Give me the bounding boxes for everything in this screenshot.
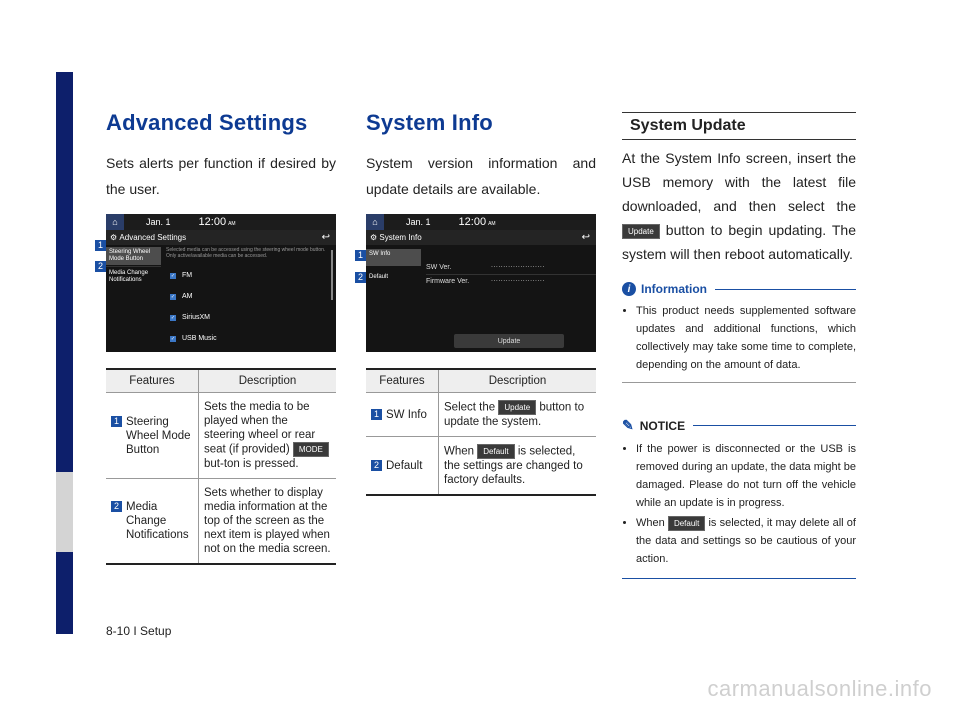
column-header: Description — [199, 369, 337, 393]
divider — [622, 382, 856, 383]
side-tab-bar — [56, 72, 73, 472]
number-marker: 1 — [111, 416, 122, 427]
screen-description: Selected media can be accessed using the steering wheel mode button. Only active/available media can be accessed. — [166, 247, 326, 259]
description-cell: Sets the media to be played when the steering wheel or rear seat (if provided) MODE but-ton is pressed. — [199, 393, 337, 479]
notice-header — [622, 417, 856, 434]
system-update-section — [622, 112, 856, 579]
watermark: carmanualsonline.info — [707, 676, 932, 701]
section-intro: Sets alerts per function if desired by the user. — [106, 155, 336, 197]
list-item: • If the power is disconnected or the USB is removed during an update, the data might be damaged. Please do not turn off the vehicle while an update is in progress. — [636, 440, 856, 512]
status-bar — [366, 214, 596, 230]
description-cell: Select the Update button to update the system. — [439, 393, 597, 437]
notice-list — [622, 440, 856, 568]
status-bar — [106, 214, 336, 230]
side-tab-bar-bottom — [56, 552, 73, 634]
section-intro: System version information and update details are available. — [366, 155, 596, 197]
callout-marker-2: 2 — [95, 261, 106, 272]
feature-cell: 1 SW Info — [366, 393, 439, 437]
advanced-settings-section — [97, 110, 336, 565]
default-button-chip: Default — [668, 516, 705, 531]
menu-item-default: Default — [369, 274, 389, 280]
number-marker: 2 — [371, 460, 382, 471]
back-icon: ↩ — [321, 232, 330, 243]
description-cell: Sets whether to display media information at the top of the screen as the next item is played when not on the media screen. — [199, 479, 337, 565]
screen-title: System Info — [379, 233, 422, 242]
checkbox-icon: ✓ — [170, 293, 176, 300]
section-title: Advanced Settings — [106, 110, 308, 135]
advanced-features-table — [106, 368, 336, 565]
screen-title: Advanced Settings — [119, 233, 187, 242]
option-siriusxm: ✓ SiriusXM — [170, 314, 211, 321]
information-list — [622, 302, 856, 374]
scrollbar — [331, 250, 333, 300]
section-title: System Info — [366, 110, 493, 135]
callout-marker-2: 2 — [355, 272, 366, 283]
divider — [622, 578, 856, 579]
status-time: 12:00 AM — [458, 216, 496, 228]
advanced-settings-screenshot — [106, 214, 336, 352]
table-row — [106, 479, 336, 565]
description-cell: When Default is selected, the settings are changed to factory defaults. — [439, 437, 597, 496]
system-info-screenshot — [366, 214, 596, 352]
menu-item-media-change: Media Change Notifications — [109, 270, 149, 283]
divider — [693, 425, 856, 426]
option-fm: ✓ FM — [170, 272, 193, 279]
screen-titlebar — [366, 230, 596, 245]
system-info-section — [357, 110, 596, 496]
option-usb-music: ✓ USB Music — [170, 335, 217, 342]
menu-item-steering: Steering Wheel Mode Button — [106, 247, 161, 265]
checkbox-icon: ✓ — [170, 335, 176, 342]
divider — [715, 289, 856, 290]
callout-marker-1: 1 — [95, 240, 106, 251]
info-icon: i — [622, 282, 636, 296]
callout-marker-1: 1 — [355, 250, 366, 261]
firmware-version-value: ...................... — [491, 276, 545, 283]
feature-cell: 1 Steering Wheel Mode Button — [106, 393, 199, 479]
page-number: 8-10 I Setup — [106, 624, 172, 638]
mode-button-chip: MODE — [293, 442, 329, 457]
option-am: ✓ AM — [170, 293, 193, 300]
back-icon: ↩ — [581, 232, 590, 243]
list-item: • When Default is selected, it may delete all of the data and settings so be cautious of your action. — [636, 514, 856, 568]
notice-label: NOTICE — [639, 418, 686, 433]
column-header: Features — [106, 369, 199, 393]
number-marker: 2 — [111, 501, 122, 512]
update-button-chip: Update — [622, 224, 660, 239]
information-header — [622, 282, 856, 296]
side-tab-grey — [56, 472, 73, 552]
gear-icon: ⚙ — [370, 233, 380, 242]
status-date: Jan. 1 — [146, 217, 171, 227]
screen-titlebar — [106, 230, 336, 245]
table-row — [106, 393, 336, 479]
gear-icon: ⚙ — [110, 233, 120, 242]
checkbox-icon: ✓ — [170, 272, 176, 279]
firmware-version-label: Firmware Ver. — [426, 278, 470, 285]
status-date: Jan. 1 — [406, 217, 431, 227]
information-label: Information — [641, 282, 707, 296]
home-icon: ⌂ — [366, 214, 384, 230]
divider — [106, 266, 161, 267]
status-time: 12:00 AM — [198, 216, 236, 228]
column-header: Features — [366, 369, 439, 393]
feature-cell: 2 Media Change Notifications — [106, 479, 199, 565]
update-button-chip: Update — [498, 400, 536, 415]
sw-version-value: ...................... — [491, 262, 545, 269]
update-button: Update — [454, 334, 564, 348]
column-header: Description — [439, 369, 597, 393]
list-item: • This product needs supplemented software updates and additional functions, which collectively may take some time to complete, depending on the amount of data. — [636, 302, 856, 374]
pencil-icon: ✎ — [622, 417, 634, 433]
section-body: At the System Info screen, insert the USB memory with the latest file downloaded, and then select the Update button to begin updating. The system will then reboot automatically. — [622, 150, 857, 262]
table-row — [366, 393, 596, 437]
number-marker: 1 — [371, 409, 382, 420]
feature-cell: 2 Default — [366, 437, 439, 496]
section-title: System Update — [622, 112, 856, 140]
home-icon: ⌂ — [106, 214, 124, 230]
table-row — [366, 437, 596, 496]
menu-item-sw-info: SW Info — [366, 249, 421, 266]
divider — [426, 274, 596, 275]
system-info-features-table — [366, 368, 596, 496]
sw-version-label: SW Ver. — [426, 264, 452, 271]
checkbox-icon: ✓ — [170, 314, 176, 321]
default-button-chip: Default — [477, 444, 514, 459]
